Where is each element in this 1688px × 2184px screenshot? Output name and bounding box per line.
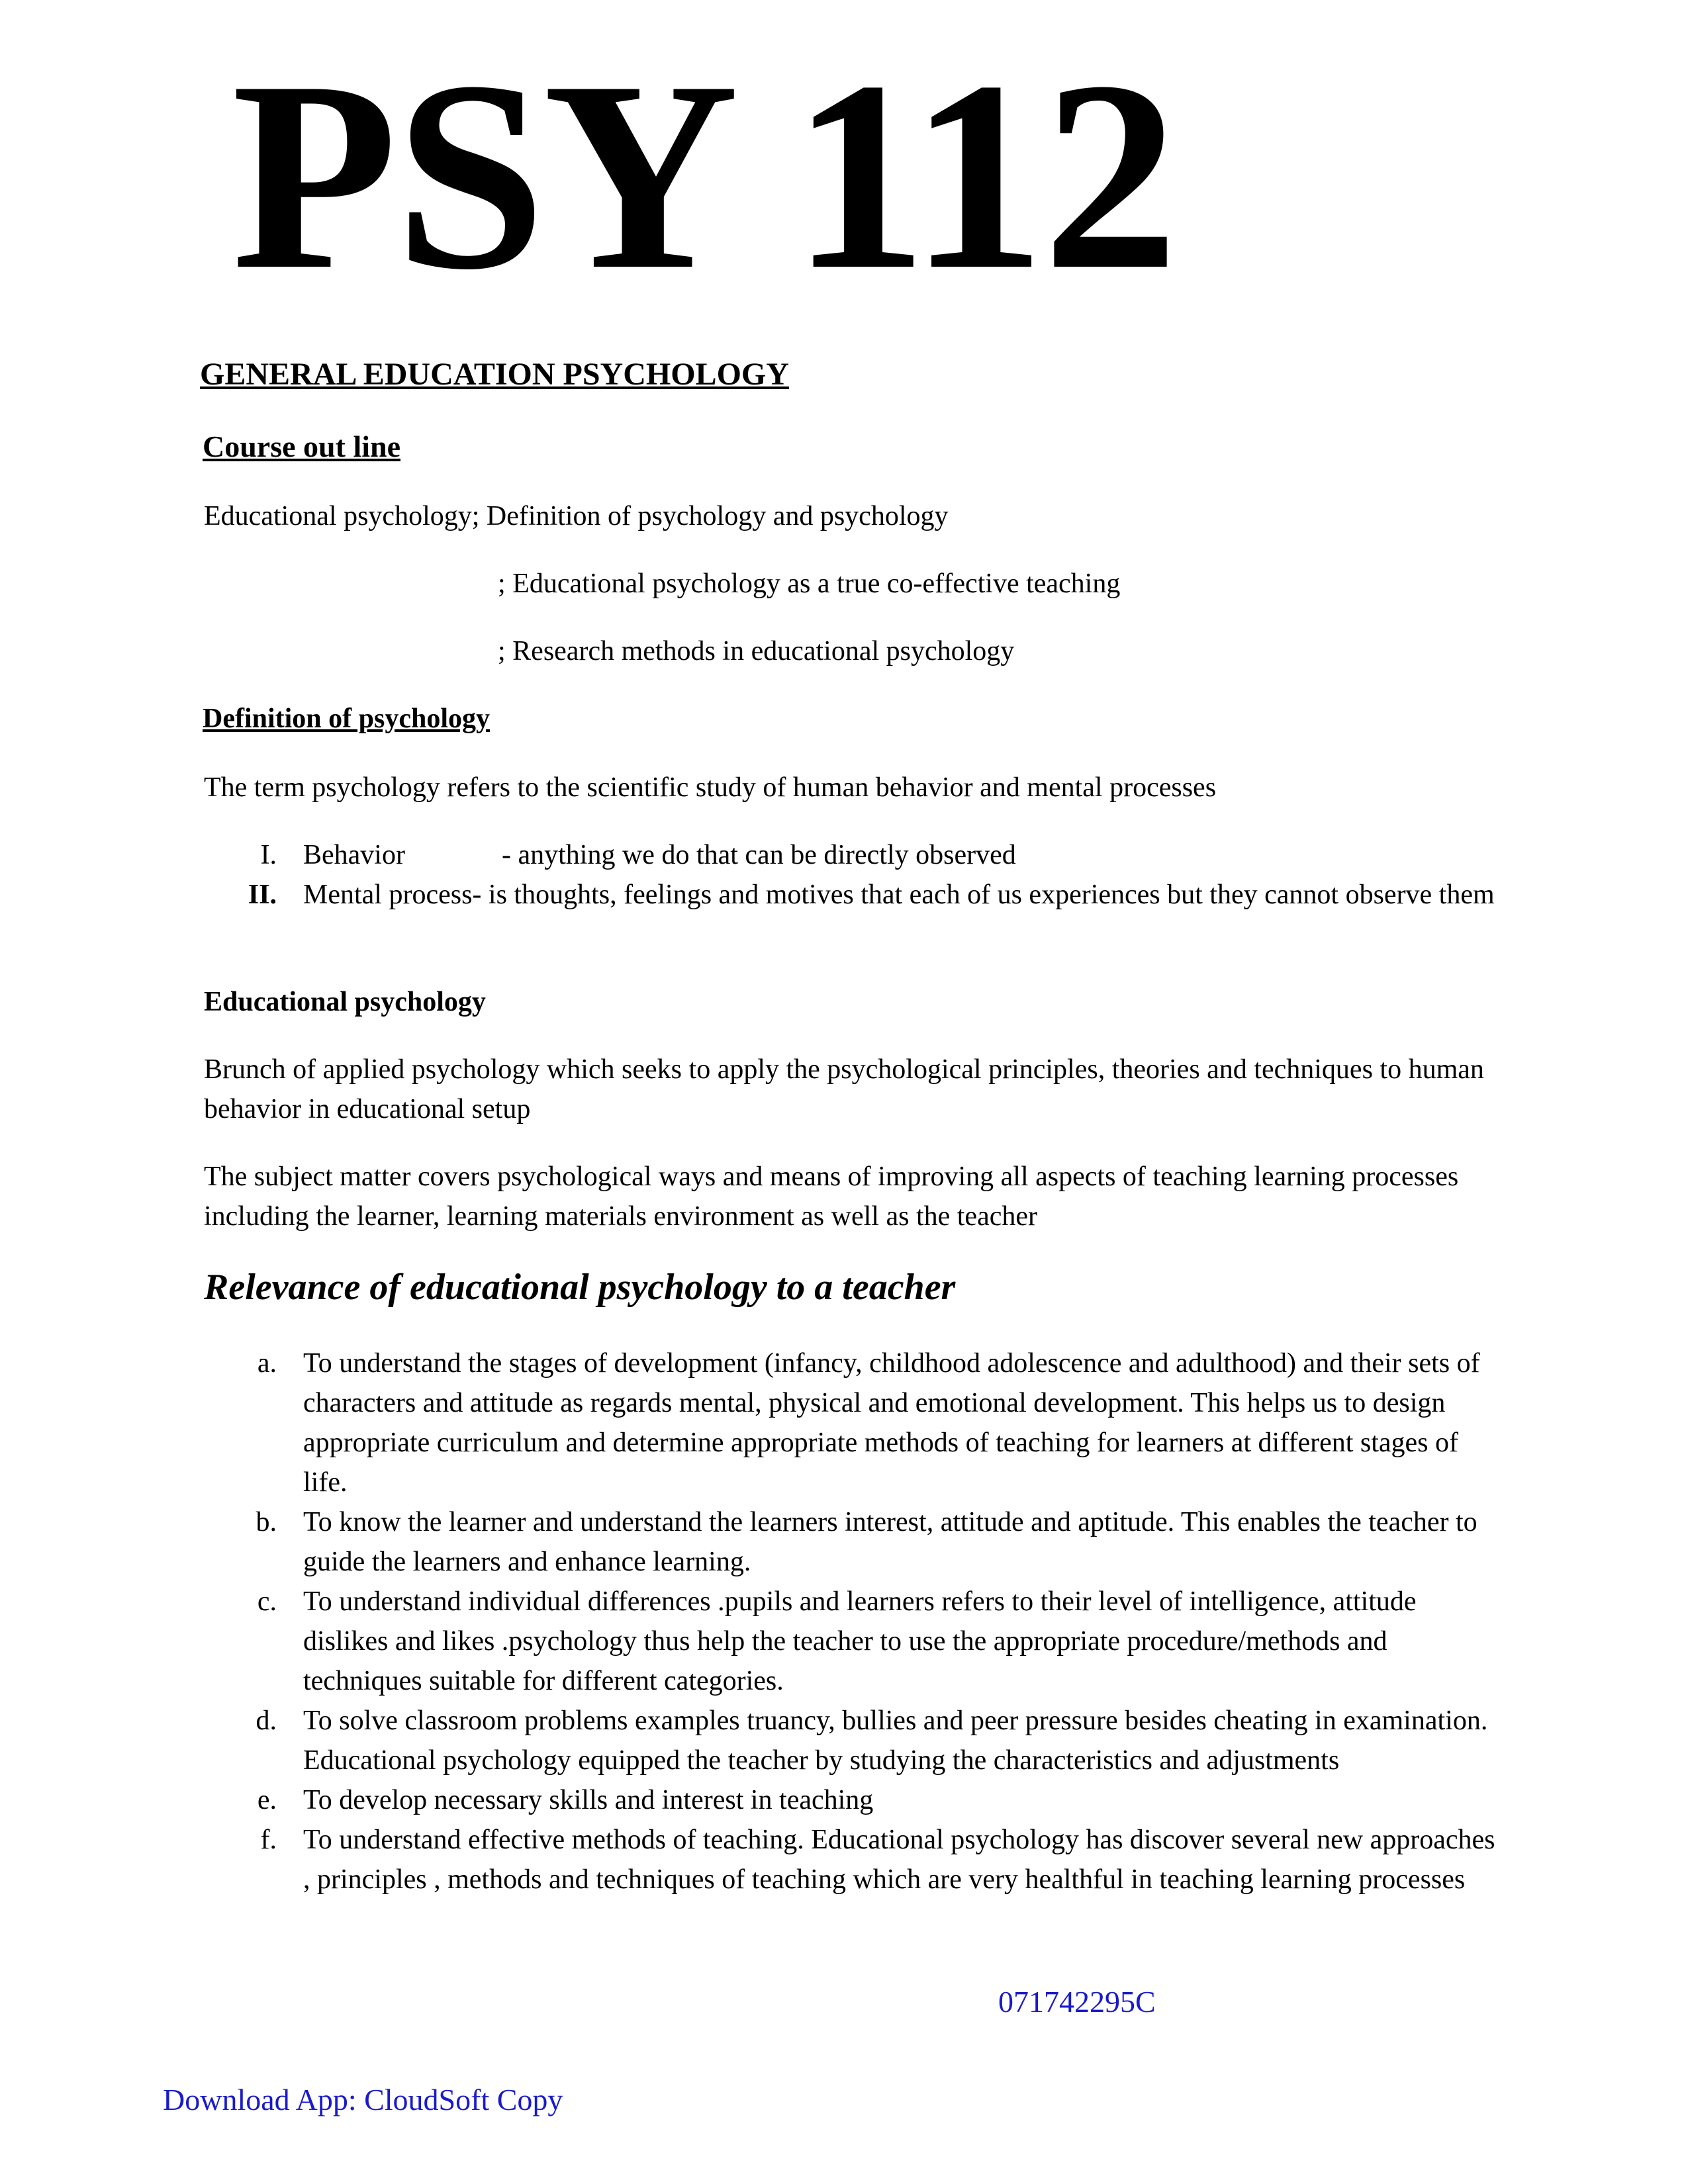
footer-download-link[interactable]: Download App: CloudSoft Copy bbox=[163, 2083, 563, 2116]
list-marker: c. bbox=[257, 1586, 277, 1617]
course-name-heading: GENERAL EDUCATION PSYCHOLOGY bbox=[200, 357, 789, 392]
list-item-text: To understand effective methods of teaching. Educational psychology has discover several new approaches , principles , methods and techniques of teaching which are very healthful in teaching learning processes bbox=[303, 1825, 1495, 1895]
list-item bbox=[204, 1701, 1501, 1780]
list-marker: a. bbox=[257, 1348, 277, 1379]
list-item-text: To know the learner and understand the learners interest, attitude and aptitude. This enables the teacher to guide the learners and enhance learning. bbox=[303, 1507, 1477, 1577]
list-item bbox=[204, 1502, 1501, 1582]
list-item bbox=[204, 1343, 1501, 1502]
definition-desc: Mental process- is thoughts, feelings and motives that each of us experiences but they cannot observe them bbox=[303, 880, 1495, 910]
list-item-text: To understand the stages of development (infancy, childhood adolescence and adulthood) and their sets of characters and attitude as regards mental, physical and emotional development. This helps us to design appropriate curriculum and determine appropriate methods of teaching for learners at different stages of life. bbox=[303, 1348, 1480, 1498]
edu-psych-para-2: The subject matter covers psychological ways and means of improving all aspects of teaching learning processes including the learner, learning materials environment as well as the teacher bbox=[204, 1161, 1459, 1232]
list-marker: I. bbox=[260, 840, 277, 870]
definition-heading: Definition of psychology bbox=[203, 704, 491, 734]
list-marker: d. bbox=[256, 1706, 277, 1736]
list-item-text: To understand individual differences .pupils and learners refers to their level of intelligence, attitude dislikes and likes .psychology thus help the teacher to use the appropriate procedure/methods and techniques suitable for different categories. bbox=[303, 1586, 1417, 1696]
outline-line-1: Educational psychology; Definition of psychology and psychology bbox=[204, 501, 949, 531]
list-item-text: To solve classroom problems examples truancy, bullies and peer pressure besides cheating in examination. Educational psychology equipped the teacher by studying the characteristics and adjustments bbox=[303, 1706, 1488, 1776]
list-item-text: To develop necessary skills and interest in teaching bbox=[303, 1785, 874, 1815]
outline-heading: Course out line bbox=[203, 430, 400, 463]
course-code-title: PSY 112 bbox=[232, 25, 1176, 326]
relevance-heading: Relevance of educational psychology to a teacher bbox=[204, 1267, 956, 1308]
list-marker: b. bbox=[256, 1507, 277, 1537]
definition-text: The term psychology refers to the scientific study of human behavior and mental processes bbox=[204, 772, 1217, 803]
list-marker: e. bbox=[257, 1785, 277, 1815]
outline-line-2: ; Educational psychology as a true co-effective teaching bbox=[498, 569, 1121, 599]
list-item bbox=[204, 1820, 1501, 1899]
list-item bbox=[204, 1582, 1501, 1701]
edu-psych-para-1: Brunch of applied psychology which seeks to apply the psychological principles, theories and techniques to human behavior in educational setup bbox=[204, 1054, 1484, 1124]
definition-item-mental-process bbox=[204, 875, 1501, 915]
definition-term: Behavior bbox=[303, 840, 405, 870]
relevance-list bbox=[204, 1343, 1501, 1899]
edu-psych-heading: Educational psychology bbox=[204, 987, 486, 1017]
definition-desc: - anything we do that can be directly observed bbox=[502, 840, 1016, 870]
list-item bbox=[204, 1780, 1501, 1820]
definition-item-behavior bbox=[204, 835, 1501, 875]
list-marker: f. bbox=[260, 1825, 277, 1855]
footer-phone: 071742295C bbox=[998, 1985, 1156, 2019]
list-marker: II. bbox=[248, 880, 277, 910]
outline-line-3: ; Research methods in educational psychology bbox=[498, 636, 1015, 666]
